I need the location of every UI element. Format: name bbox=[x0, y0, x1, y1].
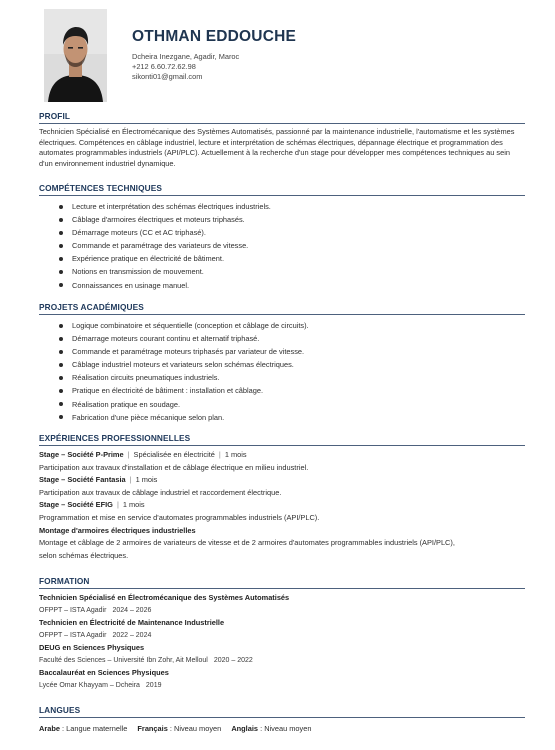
job-description: Programmation et mise en service d'automates programmables industriels (API/PLC). bbox=[39, 512, 320, 522]
skills-list bbox=[39, 200, 525, 292]
section-divider bbox=[39, 123, 525, 124]
language-item: Français : Niveau moyen bbox=[137, 724, 222, 733]
contact-address: Dcheira Inezgane, Agadir, Maroc bbox=[132, 52, 240, 61]
cv-header bbox=[44, 9, 524, 105]
project-description-line: selon schémas électriques. bbox=[39, 550, 129, 560]
education-school: OFPPT – ISTA Agadir bbox=[39, 631, 107, 639]
language-item: Arabe : Langue maternelle bbox=[39, 724, 128, 733]
job-header: Stage – Société EFIG | 1 mois bbox=[39, 500, 145, 510]
education-degree: Technicien Spécialisé en Électromécanique des Systèmes Automatisés bbox=[39, 593, 290, 602]
project-description-line: Montage et câblage de 2 armoires de variateurs de vitesse et de 2 armoires d'automates programmables industriels (API/PLC), bbox=[39, 538, 455, 548]
section-title-profile: PROFIL bbox=[39, 111, 71, 121]
job-description: Participation aux travaux d'installation et de câblage électrique en milieu industriel. bbox=[39, 462, 309, 472]
language-name: Français bbox=[137, 724, 168, 733]
education-degree: DEUG en Sciences Physiques bbox=[39, 643, 145, 652]
education-years: 2020 – 2022 bbox=[213, 656, 253, 664]
job-header: Stage – Société Fantasia | 1 mois bbox=[39, 475, 158, 485]
list-item: Réalisation circuits pneumatiques industriels. bbox=[39, 371, 525, 384]
job-duration: 1 mois bbox=[135, 475, 158, 485]
language-level: Niveau moyen bbox=[264, 724, 312, 733]
education-degree: Baccalauréat en Sciences Physiques bbox=[39, 668, 169, 677]
list-item: Expérience pratique en électricité de bâtiment. bbox=[39, 252, 525, 265]
education-meta bbox=[39, 680, 525, 693]
section-title-education: FORMATION bbox=[39, 576, 90, 586]
job-description: Participation aux travaux de câblage industriel et raccordement électrique. bbox=[39, 487, 282, 497]
list-item: Commande et paramétrage moteurs triphasés par variateur de vitesse. bbox=[39, 345, 525, 358]
education-school: Lycée Omar Khayyam – Dcheira bbox=[39, 681, 140, 689]
education-school: OFPPT – ISTA Agadir bbox=[39, 606, 107, 614]
section-divider bbox=[39, 314, 525, 315]
list-item: Pratique en électricité de bâtiment : installation et câblage. bbox=[39, 384, 525, 397]
list-item: Démarrage moteurs (CC et AC triphasé). bbox=[39, 226, 525, 239]
job-duration: 1 mois bbox=[224, 450, 247, 459]
list-item: Câblage d'armoires électriques et moteurs triphasés. bbox=[39, 213, 525, 226]
education-years: 2019 bbox=[145, 681, 162, 689]
list-item: Démarrage moteurs courant continu et alternatif triphasé. bbox=[39, 332, 525, 345]
list-item: Connaissances en usinage manuel. bbox=[39, 279, 525, 292]
section-divider bbox=[39, 445, 525, 446]
education-section bbox=[39, 576, 525, 692]
job-header: Stage – Société P-Prime | Spécialisée en électricité | 1 mois bbox=[39, 450, 247, 459]
languages-list bbox=[39, 723, 525, 735]
section-divider bbox=[39, 588, 525, 589]
list-item: Fabrication d'une pièce mécanique selon plan. bbox=[39, 411, 525, 424]
section-title-projects: PROJETS ACADÉMIQUES bbox=[39, 302, 144, 312]
list-item: Logique combinatoire et séquentielle (conception et câblage de circuits). bbox=[39, 319, 525, 332]
language-level: Niveau moyen bbox=[174, 724, 222, 733]
section-divider bbox=[39, 195, 525, 196]
profile-text: Technicien Spécialisé en Électromécanique des Systèmes Automatisés, passionné par la maintenance industrielle, l'automatisme et les systèmes électriques. Compétences en câblage industriel, lecture et interprétation de schémas électriques, dépannage électrique et programmation des automates programmables industriels (API/PLC). Actuellement à la recherche d'un stage pour développer mes compétences techniques au sein d'un environnement industriel dynamique. bbox=[39, 127, 515, 169]
project-title-text: Montage d'armoires électriques industrielles bbox=[39, 525, 196, 535]
education-meta bbox=[39, 630, 525, 643]
language-item: Anglais : Niveau moyen bbox=[231, 724, 312, 733]
projects-list bbox=[39, 319, 525, 424]
project-title bbox=[39, 525, 525, 538]
list-item: Réalisation pratique en soudage. bbox=[39, 398, 525, 411]
section-title-languages: LANGUES bbox=[39, 705, 81, 715]
education-years: 2024 – 2026 bbox=[112, 606, 152, 614]
section-divider bbox=[39, 717, 525, 718]
experience-section bbox=[39, 433, 525, 562]
list-item: Commande et paramétrage des variateurs de vitesse. bbox=[39, 239, 525, 252]
profile-section bbox=[39, 111, 525, 170]
section-title-experience: EXPÉRIENCES PROFESSIONNELLES bbox=[39, 433, 191, 443]
list-item: Lecture et interprétation des schémas électriques industriels. bbox=[39, 200, 525, 213]
language-name: Arabe bbox=[39, 724, 60, 733]
job-role: Stage – Société Fantasia bbox=[39, 475, 126, 485]
projects-section bbox=[39, 302, 525, 424]
language-name: Anglais bbox=[231, 724, 259, 733]
job-duration: 1 mois bbox=[122, 500, 145, 510]
education-school: Faculté des Sciences – Université Ibn Zohr, Ait Melloul bbox=[39, 656, 208, 664]
job-role: Stage – Société EFIG bbox=[39, 500, 113, 510]
education-degree: Technicien en Électricité de Maintenance Industrielle bbox=[39, 618, 225, 627]
section-title-skills: COMPÉTENCES TECHNIQUES bbox=[39, 183, 162, 193]
languages-section bbox=[39, 705, 525, 735]
education-years: 2022 – 2024 bbox=[112, 631, 152, 639]
language-level: Langue maternelle bbox=[66, 724, 128, 733]
education-meta bbox=[39, 655, 525, 668]
job-role: Stage – Société P-Prime bbox=[39, 450, 124, 459]
contact-phone: +212 6.60.72.62.98 bbox=[132, 62, 196, 71]
skills-section bbox=[39, 183, 525, 292]
job-detail: Spécialisée en électricité bbox=[133, 450, 215, 459]
education-meta bbox=[39, 605, 525, 618]
profile-photo bbox=[44, 9, 107, 102]
candidate-name: OTHMAN EDDOUCHE bbox=[132, 28, 297, 45]
contact-email[interactable]: sikonti01@gmail.com bbox=[132, 72, 203, 81]
list-item: Notions en transmission de mouvement. bbox=[39, 265, 525, 278]
list-item: Câblage industriel moteurs et variateurs selon schémas électriques. bbox=[39, 358, 525, 371]
